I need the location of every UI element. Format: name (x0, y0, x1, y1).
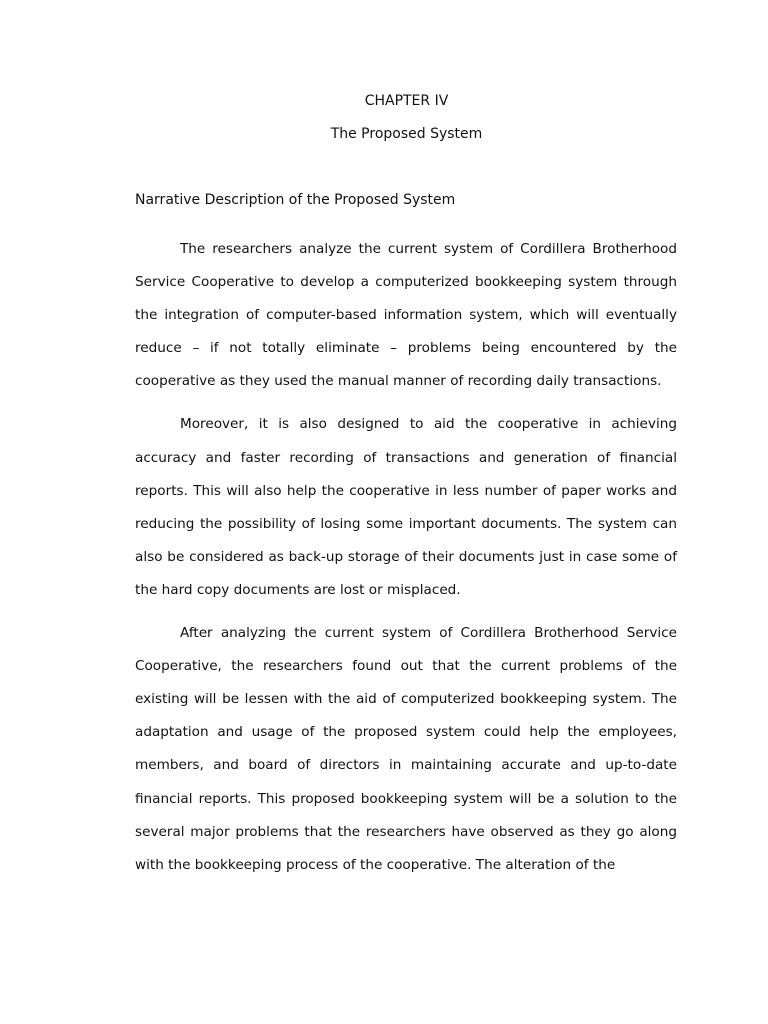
paragraph-1: The researchers analyze the current system of Cordillera Brotherhood Service Cooperative to develop a computerized bookkeeping system through the integration of computer-based information system, which will eventually reduce – if not totally eliminate – problems being encountered by the cooperative as they used the manual manner of recording daily transactions. (135, 241, 677, 390)
body-text (135, 233, 677, 892)
section-heading: Narrative Description of the Proposed System (135, 192, 456, 208)
paragraph-3: After analyzing the current system of Cordillera Brotherhood Service Cooperative, the researchers found out that the current problems of the existing will be lessen with the aid of computerized bookkeeping system. The adaptation and usage of the proposed system could help the employees, members, and board of directors in maintaining accurate and up-to-date financial reports. This proposed bookkeeping system will be a solution to the several major problems that the researchers have observed as they go along with the bookkeeping process of the cooperative. The alteration of the (135, 625, 677, 873)
chapter-label: CHAPTER IV (364, 93, 449, 109)
chapter-title: The Proposed System (330, 126, 483, 142)
paragraph-2: Moreover, it is also designed to aid the cooperative in achieving accuracy and faster recording of transactions and generation of financial reports. This will also help the cooperative in less number of paper works and reducing the possibility of losing some important documents. The system can also be considered as back-up storage of their documents just in case some of the hard copy documents are lost or misplaced. (135, 416, 677, 598)
